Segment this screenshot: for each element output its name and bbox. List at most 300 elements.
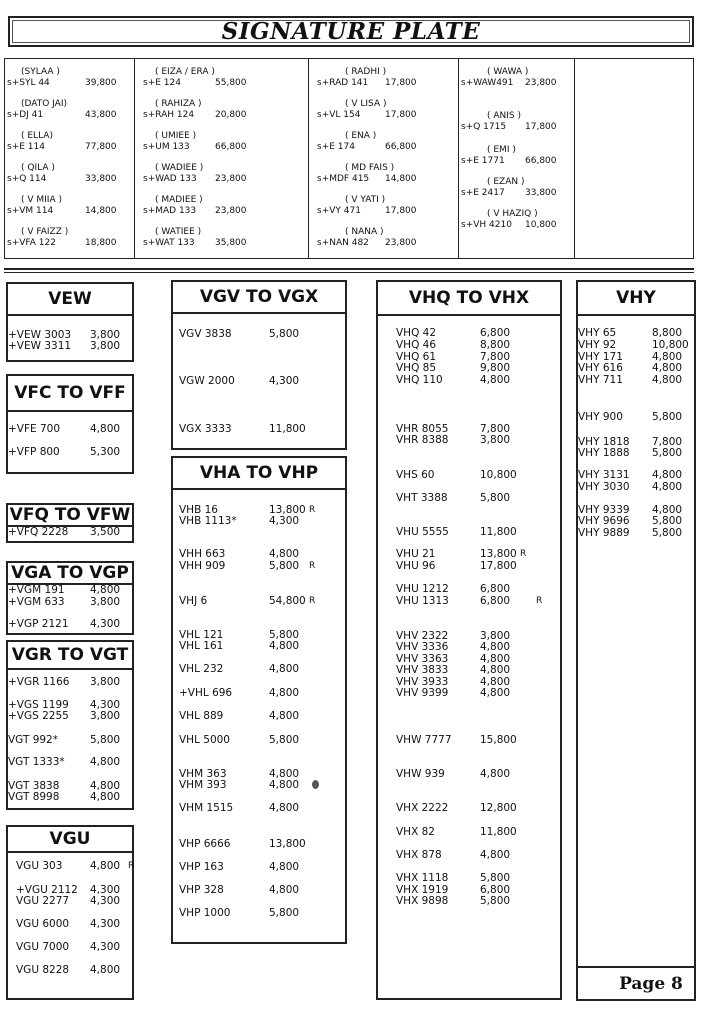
plate-number: VHV 3363 <box>396 653 449 665</box>
signature-entry <box>5 195 135 217</box>
plate-row <box>578 362 683 374</box>
signature-name: ( WADIEE ) <box>155 163 204 173</box>
plate-number: VHY 900 <box>578 411 623 423</box>
plate-price: 6,800 <box>480 884 511 896</box>
signature-plate-number: s+E 1771 <box>461 156 505 166</box>
plate-row <box>8 526 121 538</box>
ink-dot-mark <box>312 780 319 789</box>
plate-price: 8,800 <box>480 339 511 351</box>
signature-entry <box>459 67 575 89</box>
plate-row <box>396 849 511 861</box>
signature-price: 66,800 <box>215 142 247 152</box>
plate-price: 5,800 <box>269 629 300 641</box>
plate-row <box>396 469 517 481</box>
plate-number: VHS 60 <box>396 469 435 481</box>
plate-price: 4,800 <box>90 756 121 768</box>
plate-number: VHU 21 <box>396 548 436 560</box>
plate-number: +VGU 2112 <box>16 884 78 896</box>
signature-plate-table <box>4 58 694 259</box>
plate-number: VGX 3333 <box>179 423 232 435</box>
plate-row <box>179 687 300 699</box>
plate-number: VHY 92 <box>578 339 617 351</box>
plate-row <box>8 584 121 596</box>
signature-entry <box>5 131 135 153</box>
signature-entry <box>309 163 459 185</box>
plate-number: VGT 1333* <box>8 756 65 768</box>
plate-number: VHQ 110 <box>396 374 443 386</box>
signature-entry <box>459 209 575 231</box>
plate-price: 8,800 <box>652 327 683 339</box>
plate-number: VHY 65 <box>578 327 617 339</box>
signature-price: 14,800 <box>85 206 117 216</box>
plate-price: 6,800 <box>480 327 511 339</box>
plate-number: VHP 163 <box>179 861 224 873</box>
signature-plate-number: s+NAN 482 <box>317 238 369 248</box>
plate-row <box>8 756 121 768</box>
reserved-mark: R <box>309 561 316 571</box>
plate-number: VHV 3933 <box>396 676 449 688</box>
section-header: VHA TO VHP <box>173 458 345 490</box>
plate-price: 4,800 <box>269 802 300 814</box>
plate-row <box>578 469 683 481</box>
plate-price: 4,800 <box>480 374 511 386</box>
plate-row <box>578 447 683 459</box>
section-header: VGU <box>8 827 132 853</box>
plate-number: +VGM 191 <box>8 584 65 596</box>
plate-row <box>396 526 517 538</box>
plate-price: 13,800 <box>269 838 306 850</box>
plate-number: VHX 82 <box>396 826 435 838</box>
plate-row <box>8 791 121 803</box>
plate-price: 7,800 <box>652 436 683 448</box>
section-header: VFC TO VFF <box>8 376 132 412</box>
plate-number: +VGS 2255 <box>8 710 69 722</box>
signature-name: ( V FAIZZ ) <box>21 227 69 237</box>
signature-entry <box>459 145 575 167</box>
plate-price: 17,800 <box>480 560 517 572</box>
section-divider-thin <box>4 272 694 273</box>
plate-price: 4,800 <box>90 860 121 872</box>
plate-price: 4,800 <box>480 664 511 676</box>
signature-price: 23,800 <box>215 206 247 216</box>
plate-price: 4,300 <box>90 895 121 907</box>
plate-number: VGU 7000 <box>16 941 70 953</box>
plate-number: VGU 6000 <box>16 918 70 930</box>
section-header: VHY <box>578 282 694 316</box>
plate-price: 4,300 <box>90 918 121 930</box>
plate-number: VHY 1888 <box>578 447 630 459</box>
plate-price: 4,800 <box>269 710 300 722</box>
plate-price: 4,300 <box>90 941 121 953</box>
plate-price: 4,800 <box>652 351 683 363</box>
plate-row <box>8 423 121 435</box>
signature-plate-number: s+E 174 <box>317 142 355 152</box>
signature-entry <box>5 227 135 249</box>
plate-price: 3,500 <box>90 526 121 538</box>
plate-number: VHM 363 <box>179 768 227 780</box>
plate-number: VHH 663 <box>179 548 226 560</box>
plate-row <box>396 664 511 676</box>
plate-number: VHL 889 <box>179 710 224 722</box>
plate-price: 4,800 <box>269 884 300 896</box>
signature-price: 66,800 <box>525 156 557 166</box>
plate-price: 5,800 <box>269 328 300 340</box>
plate-number: VHV 9399 <box>396 687 449 699</box>
plate-number: VGU 8228 <box>16 964 70 976</box>
plate-price: 3,800 <box>90 329 121 341</box>
plate-price: 3,800 <box>90 340 121 352</box>
section-divider <box>4 268 694 270</box>
page-title: SIGNATURE PLATE <box>221 18 481 45</box>
plate-price: 5,800 <box>269 907 300 919</box>
plate-number: VHP 328 <box>179 884 224 896</box>
plate-price: 4,800 <box>480 676 511 688</box>
plate-number: VHJ 6 <box>179 595 208 607</box>
section-header: VHQ TO VHX <box>378 282 560 316</box>
plate-price: 5,800 <box>652 515 683 527</box>
plate-number: +VFP 800 <box>8 446 60 458</box>
plate-row <box>179 548 300 560</box>
plate-row <box>396 641 511 653</box>
plate-price: 4,800 <box>652 362 683 374</box>
signature-name: ( RAHIZA ) <box>155 99 202 109</box>
plate-row <box>8 446 121 458</box>
plate-price: 5,800 <box>269 560 300 572</box>
section-header: VEW <box>8 284 132 316</box>
signature-plate-number: s+WAD 133 <box>143 174 197 184</box>
signature-name: ( ANIS ) <box>487 111 522 121</box>
plate-number: VHQ 42 <box>396 327 437 339</box>
signature-plate-number: s+WAT 133 <box>143 238 195 248</box>
plate-number: +VFQ 2228 <box>8 526 69 538</box>
plate-row <box>179 375 300 387</box>
page-number: Page 8 <box>619 973 683 994</box>
plate-row <box>396 362 511 374</box>
signature-price: 23,800 <box>385 238 417 248</box>
plate-number: VHP 1000 <box>179 907 231 919</box>
plate-row <box>396 734 517 746</box>
plate-price: 4,800 <box>269 861 300 873</box>
plate-number: VHL 121 <box>179 629 224 641</box>
signature-name: ( UMIEE ) <box>155 131 197 141</box>
signature-price: 39,800 <box>85 78 117 88</box>
plate-price: 54,800 <box>269 595 306 607</box>
plate-price: 4,800 <box>90 584 121 596</box>
plate-row <box>179 734 300 746</box>
section-header: VGA TO VGP <box>8 563 132 585</box>
plate-row <box>396 374 511 386</box>
signature-entry <box>309 131 459 153</box>
plate-number: VHM 393 <box>179 779 227 791</box>
reserved-mark: R <box>520 549 527 559</box>
reserved-mark: R <box>128 861 135 871</box>
plate-price: 10,800 <box>652 339 689 351</box>
plate-price: 4,300 <box>269 515 300 527</box>
plate-row <box>16 964 121 976</box>
plate-row <box>396 687 511 699</box>
plate-row <box>396 895 511 907</box>
signature-plate-number: s+MDF 415 <box>317 174 370 184</box>
plate-number: +VEW 3003 <box>8 329 72 341</box>
signature-entry <box>459 177 575 199</box>
plate-number: VHM 1515 <box>179 802 234 814</box>
plate-number: +VGR 1166 <box>8 676 70 688</box>
signature-column <box>135 59 309 258</box>
plate-row <box>179 802 300 814</box>
plate-number: VHL 232 <box>179 663 224 675</box>
signature-entry <box>309 227 459 249</box>
signature-name: (DATO JAI) <box>21 99 68 109</box>
plate-number: VHL 5000 <box>179 734 230 746</box>
plate-number: +VGS 1199 <box>8 699 69 711</box>
section-header: VGR TO VGT <box>8 642 132 670</box>
plate-number: VHU 1212 <box>396 583 449 595</box>
plate-price: 4,300 <box>90 884 121 896</box>
plate-number: VGT 8998 <box>8 791 60 803</box>
signature-plate-number: s+VFA 122 <box>7 238 56 248</box>
plate-row <box>179 710 300 722</box>
signature-column <box>5 59 135 258</box>
signature-price: 43,800 <box>85 110 117 120</box>
plate-row <box>396 339 511 351</box>
signature-price: 17,800 <box>525 122 557 132</box>
plate-price: 6,800 <box>480 583 511 595</box>
signature-name: ( WATIEE ) <box>155 227 202 237</box>
plate-row <box>8 340 121 352</box>
plate-number: VHV 3833 <box>396 664 449 676</box>
signature-price: 17,800 <box>385 110 417 120</box>
signature-price: 20,800 <box>215 110 247 120</box>
plate-row <box>8 618 121 630</box>
signature-entry <box>309 67 459 89</box>
signature-column <box>459 59 575 258</box>
plate-price: 11,800 <box>269 423 306 435</box>
signature-plate-number: s+VM 114 <box>7 206 54 216</box>
page-number-box <box>576 966 696 1001</box>
plate-number: VHV 2322 <box>396 630 449 642</box>
plate-row <box>16 918 121 930</box>
plate-price: 10,800 <box>480 469 517 481</box>
plate-number: VHP 6666 <box>179 838 231 850</box>
plate-number: VHY 1818 <box>578 436 630 448</box>
plate-price: 4,800 <box>269 687 300 699</box>
plate-number: VHY 9339 <box>578 504 630 516</box>
page-title-box <box>8 16 694 47</box>
signature-name: ( EMI ) <box>487 145 516 155</box>
plate-number: VHX 878 <box>396 849 442 861</box>
plate-price: 7,800 <box>480 351 511 363</box>
signature-plate-number: s+Q 114 <box>7 174 47 184</box>
plate-number: VHY 3131 <box>578 469 630 481</box>
plate-number: +VGP 2121 <box>8 618 69 630</box>
plate-price: 5,800 <box>90 734 121 746</box>
signature-entry <box>135 67 309 89</box>
plate-row <box>16 860 135 872</box>
signature-plate-number: s+DJ 41 <box>7 110 44 120</box>
plate-row <box>578 515 683 527</box>
plate-row <box>396 768 511 780</box>
plate-price: 4,300 <box>90 618 121 630</box>
section-header: VFQ TO VFW <box>9 505 131 525</box>
plate-number: VHY 616 <box>578 362 623 374</box>
signature-plate-number: s+UM 133 <box>143 142 190 152</box>
plate-number: VHU 96 <box>396 560 436 572</box>
plate-row <box>179 515 300 527</box>
reserved-mark: R <box>309 596 316 606</box>
signature-entry <box>5 163 135 185</box>
plate-number: VHU 5555 <box>396 526 449 538</box>
signature-plate-number: s+E 114 <box>7 142 45 152</box>
plate-price: 3,800 <box>480 630 511 642</box>
plate-price: 4,800 <box>90 780 121 792</box>
signature-name: ( EIZA / ERA ) <box>155 67 215 77</box>
plate-row <box>179 423 306 435</box>
signature-column <box>309 59 459 258</box>
plate-price: 4,800 <box>652 481 683 493</box>
plate-row <box>578 339 689 351</box>
plate-row <box>396 583 511 595</box>
signature-entry <box>309 99 459 121</box>
signature-entry <box>459 111 575 133</box>
plate-number: VHQ 46 <box>396 339 437 351</box>
plate-price: 4,800 <box>480 849 511 861</box>
signature-entry <box>135 227 309 249</box>
plate-row <box>179 328 300 340</box>
signature-name: ( MADIEE ) <box>155 195 203 205</box>
signature-price: 23,800 <box>525 78 557 88</box>
signature-name: ( ELLA) <box>21 131 53 141</box>
signature-plate-number: s+RAH 124 <box>143 110 195 120</box>
signature-plate-number: s+E 2417 <box>461 188 505 198</box>
plate-price: 4,800 <box>269 779 300 791</box>
signature-price: 14,800 <box>385 174 417 184</box>
signature-price: 77,800 <box>85 142 117 152</box>
plate-number: VHL 161 <box>179 640 224 652</box>
signature-name: ( NANA ) <box>345 227 384 237</box>
plate-number: +VHL 696 <box>179 687 233 699</box>
signature-entry <box>135 99 309 121</box>
plate-number: VHB 1113* <box>179 515 237 527</box>
plate-price: 5,800 <box>652 527 683 539</box>
plate-row <box>578 527 683 539</box>
plate-number: VHY 9889 <box>578 527 630 539</box>
reserved-mark: R <box>309 505 316 515</box>
plate-price: 4,800 <box>480 641 511 653</box>
plate-number: VHY 711 <box>578 374 623 386</box>
plate-row <box>16 941 121 953</box>
plate-price: 6,800 <box>480 595 511 607</box>
plate-price: 5,800 <box>480 492 511 504</box>
plate-row <box>578 481 683 493</box>
signature-price: 10,800 <box>525 220 557 230</box>
plate-price: 4,800 <box>90 423 121 435</box>
plate-number: VGU 303 <box>16 860 63 872</box>
plate-price: 5,800 <box>480 872 511 884</box>
plate-price: 5,800 <box>269 734 300 746</box>
plate-row <box>179 861 300 873</box>
plate-price: 4,800 <box>652 374 683 386</box>
plate-row <box>396 327 511 339</box>
plate-row <box>8 596 121 608</box>
plate-number: VHQ 85 <box>396 362 437 374</box>
plate-row <box>578 374 683 386</box>
signature-name: ( RADHI ) <box>345 67 387 77</box>
signature-price: 55,800 <box>215 78 247 88</box>
signature-price: 33,800 <box>525 188 557 198</box>
plate-price: 11,800 <box>480 526 517 538</box>
plate-number: +VEW 3311 <box>8 340 72 352</box>
plate-number: VHX 1118 <box>396 872 449 884</box>
signature-name: ( V YATI ) <box>345 195 386 205</box>
plate-number: VHU 1313 <box>396 595 449 607</box>
plate-price: 4,800 <box>269 663 300 675</box>
plate-price: 4,800 <box>652 469 683 481</box>
plate-number: VHX 2222 <box>396 802 449 814</box>
plate-price: 11,800 <box>480 826 517 838</box>
signature-name: ( MD FAIS ) <box>345 163 395 173</box>
plate-price: 4,800 <box>480 768 511 780</box>
plate-row <box>396 492 511 504</box>
plate-number: +VFE 700 <box>8 423 61 435</box>
plate-row <box>179 663 300 675</box>
signature-name: ( V LISA ) <box>345 99 387 109</box>
plate-row <box>578 327 683 339</box>
signature-name: (SYLAA ) <box>21 67 60 77</box>
plate-price: 3,800 <box>90 676 121 688</box>
plate-row <box>8 734 121 746</box>
plate-row <box>179 907 300 919</box>
plate-row <box>396 434 511 446</box>
plate-number: VGV 3838 <box>179 328 232 340</box>
signature-entry <box>5 67 135 89</box>
plate-row <box>396 560 517 572</box>
plate-price: 13,800 <box>269 504 306 516</box>
plate-price: 5,300 <box>90 446 121 458</box>
plate-number: VHY 3030 <box>578 481 630 493</box>
plate-price: 4,800 <box>269 548 300 560</box>
signature-entry <box>135 131 309 153</box>
signature-price: 66,800 <box>385 142 417 152</box>
plate-number: VHX 1919 <box>396 884 449 896</box>
signature-name: ( ENA ) <box>345 131 377 141</box>
signature-name: ( EZAN ) <box>487 177 525 187</box>
plate-price: 3,800 <box>90 596 121 608</box>
signature-plate-number: s+MAD 133 <box>143 206 197 216</box>
section-header: VGV TO VGX <box>173 282 345 314</box>
plate-row <box>396 548 527 560</box>
signature-price: 18,800 <box>85 238 117 248</box>
plate-price: 5,800 <box>480 895 511 907</box>
plate-price: 15,800 <box>480 734 517 746</box>
plate-price: 4,300 <box>269 375 300 387</box>
plate-price: 3,800 <box>480 434 511 446</box>
plate-number: VHR 8055 <box>396 423 449 435</box>
plate-number: VGT 3838 <box>8 780 60 792</box>
plate-row <box>179 838 306 850</box>
signature-entry <box>5 99 135 121</box>
plate-number: VHY 171 <box>578 351 623 363</box>
plate-row <box>179 560 316 572</box>
plate-row <box>396 595 543 607</box>
plate-price: 4,800 <box>90 964 121 976</box>
signature-plate-number: s+VL 154 <box>317 110 361 120</box>
plate-row <box>578 411 683 423</box>
plate-price: 7,800 <box>480 423 511 435</box>
plate-row <box>396 826 517 838</box>
plate-price: 4,300 <box>90 699 121 711</box>
plate-row <box>179 640 300 652</box>
plate-price: 4,800 <box>269 768 300 780</box>
